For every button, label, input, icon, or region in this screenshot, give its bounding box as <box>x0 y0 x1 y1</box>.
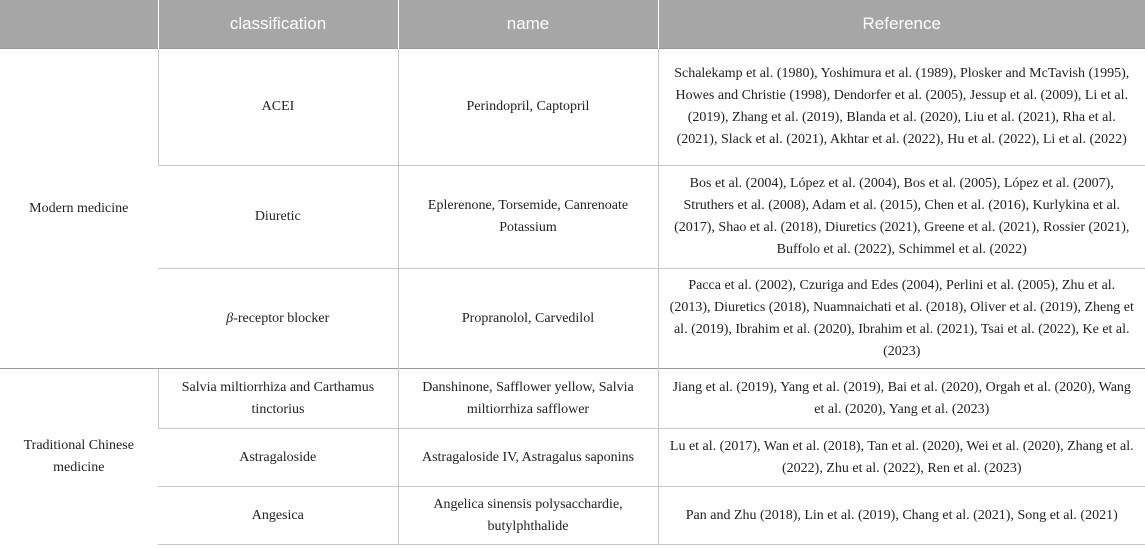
reference-cell: Bos et al. (2004), López et al. (2004), Bos et al. (2005), López et al. (2007), Struthers et al. (2008), Adam et al. (2015), Chen et al. (2016), Kurlykina et al. (2017), Shao et al. (2018), Diuretics (2021), Greene et al. (2021), Rossier (2021), Buffolo et al. (2022), Schimmel et al. (2022) <box>658 166 1145 269</box>
header-classification: classification <box>158 0 398 49</box>
header-group <box>0 0 158 49</box>
classification-cell: Salvia miltiorrhiza and Carthamus tinctorius <box>158 369 398 429</box>
header-reference: Reference <box>658 0 1145 49</box>
table-row <box>0 49 1145 166</box>
drug-name-cell: Eplerenone, Torsemide, Canrenoate Potassium <box>398 166 658 269</box>
table-row <box>0 487 1145 545</box>
reference-cell: Pan and Zhu (2018), Lin et al. (2019), Chang et al. (2021), Song et al. (2021) <box>658 487 1145 545</box>
drug-name-cell: Danshinone, Safflower yellow, Salvia miltiorrhiza safflower <box>398 369 658 429</box>
classification-cell: ACEI <box>158 49 398 166</box>
beta-symbol: β <box>226 310 234 326</box>
classification-cell: Astragaloside <box>158 429 398 487</box>
drug-name-cell: Angelica sinensis polysacchardie, butylphthalide <box>398 487 658 545</box>
classification-cell: Diuretic <box>158 166 398 269</box>
classification-cell <box>158 269 398 369</box>
group-label-traditional-chinese-medicine: Traditional Chinese medicine <box>0 369 158 545</box>
reference-cell: Pacca et al. (2002), Czuriga and Edes (2004), Perlini et al. (2005), Zhu et al. (2013), Diuretics (2018), Nuamnaichati et al. (2018), Oliver et al. (2019), Zheng et al. (2019), Ibrahim et al. (2020), Ibrahim et al. (2021), Tsai et al. (2022), Ke et al. (2023) <box>658 269 1145 369</box>
table-row <box>0 369 1145 429</box>
header-name: name <box>398 0 658 49</box>
reference-cell: Lu et al. (2017), Wan et al. (2018), Tan et al. (2020), Wei et al. (2020), Zhang et al. (2022), Zhu et al. (2022), Ren et al. (2023) <box>658 429 1145 487</box>
table-row <box>0 429 1145 487</box>
drug-name-cell: Perindopril, Captopril <box>398 49 658 166</box>
classification-text: -receptor blocker <box>233 310 330 326</box>
table-row <box>0 166 1145 269</box>
table-row <box>0 269 1145 369</box>
classification-cell: Angesica <box>158 487 398 545</box>
reference-cell: Jiang et al. (2019), Yang et al. (2019), Bai et al. (2020), Orgah et al. (2020), Wang et al. (2020), Yang et al. (2023) <box>658 369 1145 429</box>
reference-cell: Schalekamp et al. (1980), Yoshimura et al. (1989), Plosker and McTavish (1995), Howes and Christie (1998), Dendorfer et al. (2005), Jessup et al. (2009), Li et al. (2019), Zhang et al. (2019), Blanda et al. (2020), Liu et al. (2021), Rha et al. (2021), Slack et al. (2021), Akhtar et al. (2022), Hu et al. (2022), Li et al. (2022) <box>658 49 1145 166</box>
drug-name-cell: Astragaloside IV, Astragalus saponins <box>398 429 658 487</box>
header-row <box>0 0 1145 49</box>
drug-name-cell: Propranolol, Carvedilol <box>398 269 658 369</box>
group-label-modern-medicine: Modern medicine <box>0 49 158 369</box>
